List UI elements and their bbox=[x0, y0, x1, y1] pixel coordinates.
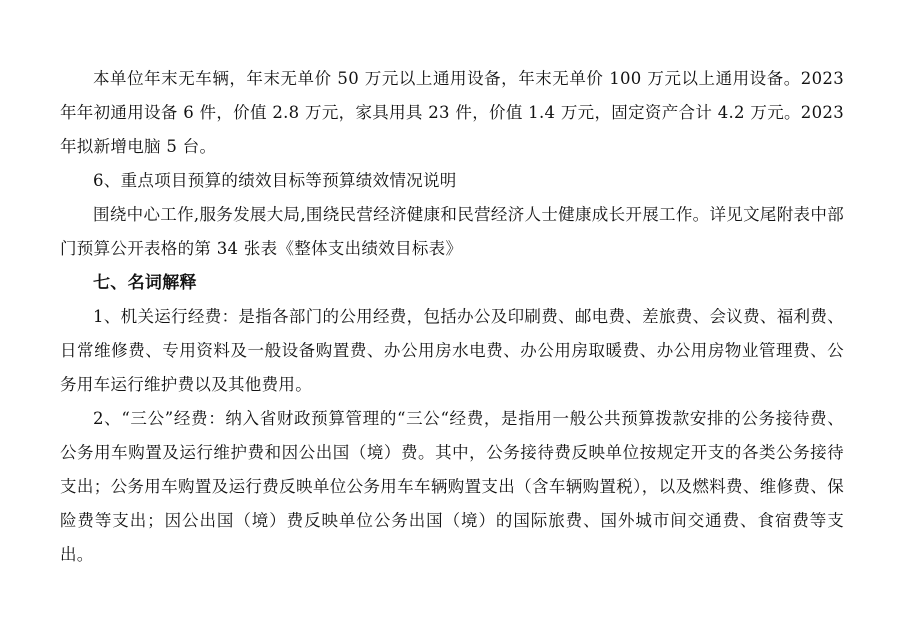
item-6-heading: 6、重点项目预算的绩效目标等预算绩效情况说明 bbox=[93, 171, 457, 190]
term-2-paragraph: 2、“三公”经费：纳入省财政预算管理的“三公“经费，是指用一般公共预算拨款安排的公务接待费、公务用车购置及运行维护费和因公出国（境）费。其中，公务接待费反映单位按规定开支的各类公务接待支出；公务用车购置及运行费反映单位公务用车车辆购置支出（含车辆购置税），以及燃料费、维修费、保险费等支出；因公出国（境）费反映单位公务出国（境）的国际旅费、国外城市间交通费、食宿费等支出。 bbox=[60, 409, 844, 564]
section-7-heading: 七、名词解释 bbox=[93, 273, 197, 293]
term-1-paragraph: 1、机关运行经费：是指各部门的公用经费，包括办公及印刷费、邮电费、差旅费、会议费、福利费、日常维修费、专用资料及一般设备购置费、办公用房水电费、办公用房取暖费、办公用房物业管理费、公务用车运行维护费以及其他费用。 bbox=[60, 307, 844, 394]
assets-paragraph: 本单位年末无车辆，年末无单价 50 万元以上通用设备，年末无单价 100 万元以上通用设备。2023 年年初通用设备 6 件，价值 2.8 万元，家具用具 23 件，价值 1.4 万元，固定资产合计 4.2 万元。2023 年拟新增电脑 5 台。 bbox=[60, 69, 844, 156]
item-6-body: 围绕中心工作,服务发展大局,围绕民营经济健康和民营经济人士健康成长开展工作。详见文尾附表中部门预算公开表格的第 34 张表《整体支出绩效目标表》 bbox=[60, 205, 844, 258]
